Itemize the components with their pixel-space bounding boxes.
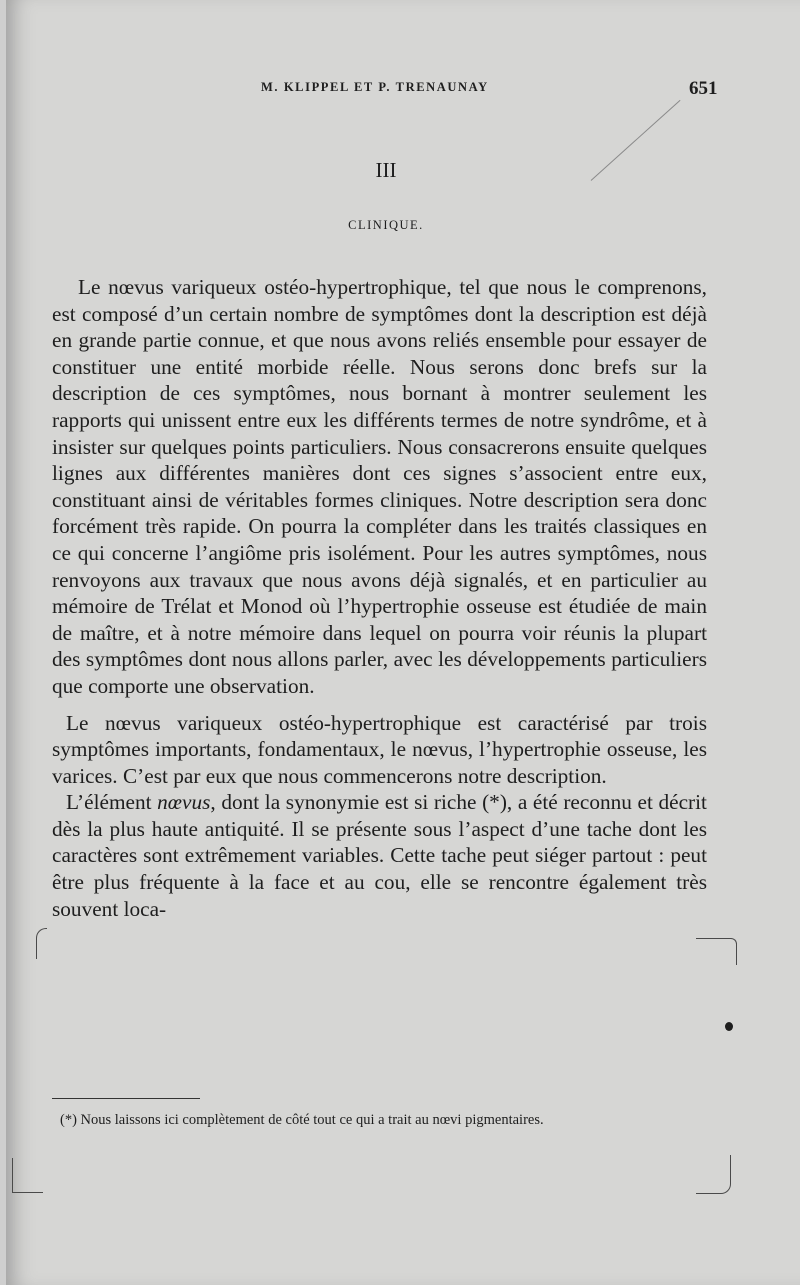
section-number: III [375, 158, 397, 182]
paragraph: Le nœvus variqueux ostéo-hypertrophique est caractérisé par trois symptômes importants, fondamentaux, le nœvus, l’hypertrophie osseuse, les varices. C’est par eux que nous commencerons notre description. [52, 710, 707, 788]
body-text [52, 274, 707, 922]
page-number: 651 [689, 78, 718, 99]
pencil-bracket-mark [12, 1158, 43, 1193]
italic-term: nœvus [157, 790, 211, 815]
paragraph: Le nœvus variqueux ostéo-hypertrophique, tel que nous le comprenons, est composé d’un certain nombre de symptômes dont la description est déjà en grande partie connue, et que nous avons reliés ensemble pour essayer de constituer une entité morbide réelle. Nous serons donc brefs sur la description de ces symptômes, nous bornant à montrer seulement les rapports qui unissent entre eux les différents termes de notre syndrôme, et à insister sur quelques points particuliers. Nous consacrerons ensuite quelques lignes aux différentes manières dont ces signes s’associent entre eux, constituant ainsi de véritables formes cliniques. Notre description sera donc forcément très rapide. On pourra la compléter dans les traités classiques en ce qui concerne l’angiôme pris isolément. Pour les autres symptômes, nous renvoyons aux travaux que nous avons déjà signalés, et en particulier au mémoire de Trélat et Monod où l’hypertrophie osseuse est étudiée de main de maître, et à notre mémoire dans lequel on pourra voir réunis la plupart des symptômes dont nous allons parler, avec les développements particuliers que comporte une observation. [52, 275, 707, 698]
pencil-bracket-mark [696, 1155, 731, 1194]
pencil-bracket-mark [36, 928, 47, 959]
paragraph [52, 789, 707, 922]
ink-dot-mark [725, 1022, 733, 1031]
paragraph-text: L’élément [66, 790, 158, 815]
footnote: (*) Nous laissons ici complètement de côté tout ce qui a trait au nœvi pigmentaires. [60, 1112, 544, 1128]
section-title: CLINIQUE. [348, 218, 424, 232]
running-head: M. KLIPPEL ET P. TRENAUNAY [261, 80, 489, 94]
pencil-bracket-mark [696, 938, 737, 965]
paragraph-text: , dont la synonymie est si riche (*), a été reconnu et décrit dès la plus haute antiquité. Il se présente sous l’aspect d’une tache dont les caractères sont extrêmement variables. Cette tache peut siéger partout : peut être plus fréquente à la face et au cou, elle se rencontre également très souvent loca- [52, 790, 707, 921]
book-page [6, 0, 800, 1285]
footnote-rule [52, 1098, 200, 1099]
